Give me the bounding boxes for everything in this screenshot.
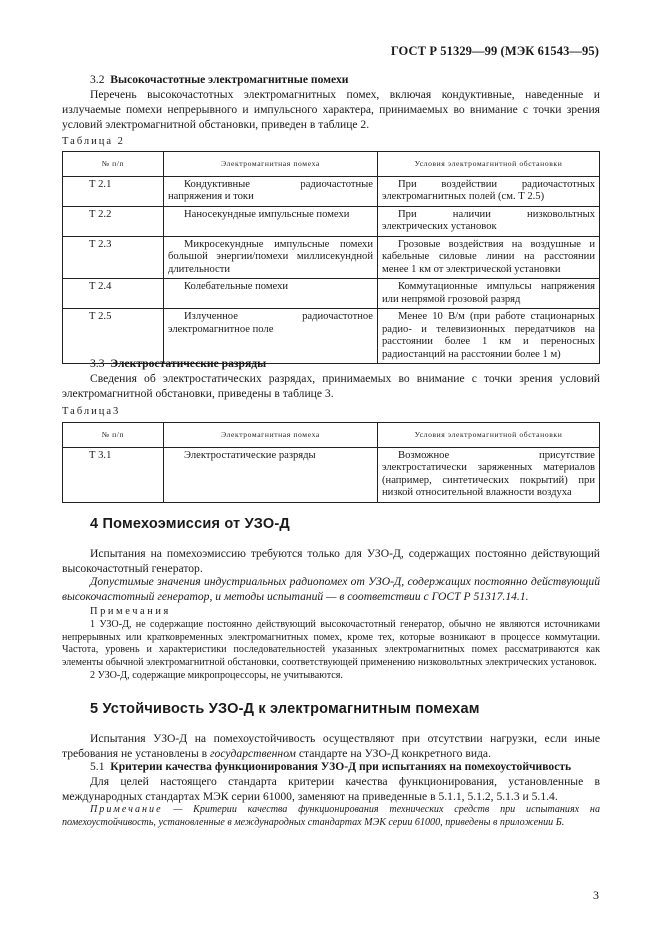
cell-id: Т 2.1 [63,176,164,206]
subsection-5-1-paragraph: Для целей настоящего стандарта критерии качества функционирования, установленные в международных стандартах МЭК серии 61000, заменяют на приведенные в 5.1.1, 5.1.2, 5.1.3 и 5.1.4. [62,775,600,803]
section-5-paragraph [62,731,600,761]
cell-id: Т 2.2 [63,206,164,236]
section-4-italic-paragraph: Допустимые значения индустриальных радиопомех от УЗО-Д, содержащих постоянно действующий высокочастотный генератор, и методы испытаний — в соответствии с ГОСТ Р 51317.14.1. [62,575,600,603]
notes-heading: Примечания [90,606,171,617]
section-4-heading: 4 Помехоэмиссия от УЗО-Д [90,516,290,532]
cell-conditions: Менее 10 В/м (при работе стационарных радио- и телевизионных передатчиков на расстоянии более 1 км и переносных радиостанций на расстоянии более 1 м) [378,309,600,364]
section-5-heading: 5 Устойчивость УЗО-Д к электромагнитным помехам [90,701,480,717]
cell-conditions: При наличии низковольтных электрических установок [378,206,600,236]
table-row [63,279,600,309]
cell-interference: Колебательные помехи [164,279,378,309]
table-header-row [63,152,600,177]
note-label: Примечание [90,804,163,815]
section-title: Высокочастотные электромагнитные помехи [110,73,349,86]
table-3-caption: Таблица3 [62,406,121,417]
section-3-3-heading [90,356,266,371]
page-number: 3 [593,888,599,902]
table-row [63,176,600,206]
section-3-3-paragraph: Сведения об электростатических разрядах, принимаемых во внимание с точки зрения условий электромагнитной обстановки, приведены в таблице 3. [62,372,600,400]
section-number: 3.2 [90,73,105,86]
table-row [63,447,600,502]
column-header-conditions: Условия электромагнитной обстановки [378,152,600,177]
cell-conditions: При воздействии радиочастотных электромагнитных полей (см. Т 2.5) [378,176,600,206]
cell-interference: Излученное радиочастотное электромагнитное поле [164,309,378,364]
column-header-number: № п/п [63,423,164,448]
cell-interference: Микросекундные импульсные помехи большой энергии/помехи миллисекундной длительности [164,236,378,279]
column-header-interference: Электромагнитная помеха [164,152,378,177]
section-5-paragraph-end: стандарте на УЗО-Д конкретного вида. [295,747,491,760]
section-title: Электростатические разряды [110,357,267,370]
cell-id: Т 3.1 [63,447,164,502]
section-4-paragraph: Испытания на помехоэмиссию требуются только для УЗО-Д, содержащих постоянно действующий высокочастотный генератор. [62,547,600,575]
cell-id: Т 2.5 [63,309,164,364]
section-number: 3.3 [90,357,105,370]
table-2 [62,151,600,364]
section-5-note [62,804,600,829]
table-2-caption: Таблица 2 [62,136,125,147]
column-header-interference: Электромагнитная помеха [164,423,378,448]
cell-interference: Кондуктивные радиочастотные напряжения и токи [164,176,378,206]
cell-interference: Электростатические разряды [164,447,378,502]
cell-id: Т 2.4 [63,279,164,309]
table-header-row [63,423,600,448]
note-text: — Критерии качества функционирования технических средств при испытаниях на помехоустойчивость, установленные в международных стандартах МЭК серии 61000, приведены в приложении Б. [62,804,600,828]
document-code-header: ГОСТ Р 51329—99 (МЭК 61543—95) [390,44,599,58]
section-5-italic-word: государственном [210,747,296,760]
subsection-title: Критерии качества функционирования УЗО-Д при испытаниях на помехоустойчивость [110,760,572,773]
column-header-conditions: Условия электромагнитной обстановки [378,423,600,448]
section-3-2-heading [90,72,348,87]
table-3 [62,422,600,503]
cell-interference: Наносекундные импульсные помехи [164,206,378,236]
table-row [63,206,600,236]
subsection-5-1-heading [90,759,571,774]
subsection-number: 5.1 [90,760,105,773]
note-1: 1 УЗО-Д, не содержащие постоянно действующий высокочастотный генератор, обычно не являются источниками непрерывных или кратковременных электромагнитных помех, кроме тех, которые возникают в процессе коммутации. Частота, уровень и характеристики последовательностей указанных электромагнитных помех рассматриваются как элементы обычной электромагнитной обстановки, соответствующей применению низковольтных электрических установок. [62,619,600,668]
cell-conditions: Грозовые воздействия на воздушные и кабельные силовые линии на расстоянии менее 1 км от электрической установки [378,236,600,279]
section-5-paragraph-start: Испытания УЗО-Д на помехоустойчивость осуществляют при отсутствии нагрузки, если иные требования не установлены в [62,732,600,760]
column-header-number: № п/п [63,152,164,177]
cell-conditions: Возможное присутствие электростатически заряженных материалов (например, синтетических покрытий) при низкой относительной влажности воздуха [378,447,600,502]
section-3-2-paragraph: Перечень высокочастотных электромагнитных помех, включая кондуктивные, наведенные и излучаемые помехи непрерывного и импульсного характера, принимаемых во внимание с точки зрения условий электромагнитной обстановки, приведен в таблице 2. [62,88,600,131]
cell-id: Т 2.3 [63,236,164,279]
cell-conditions: Коммутационные импульсы напряжения или непрямой грозовой разряд [378,279,600,309]
table-row [63,236,600,279]
note-2: 2 УЗО-Д, содержащие микропроцессоры, не учитываются. [90,670,343,681]
